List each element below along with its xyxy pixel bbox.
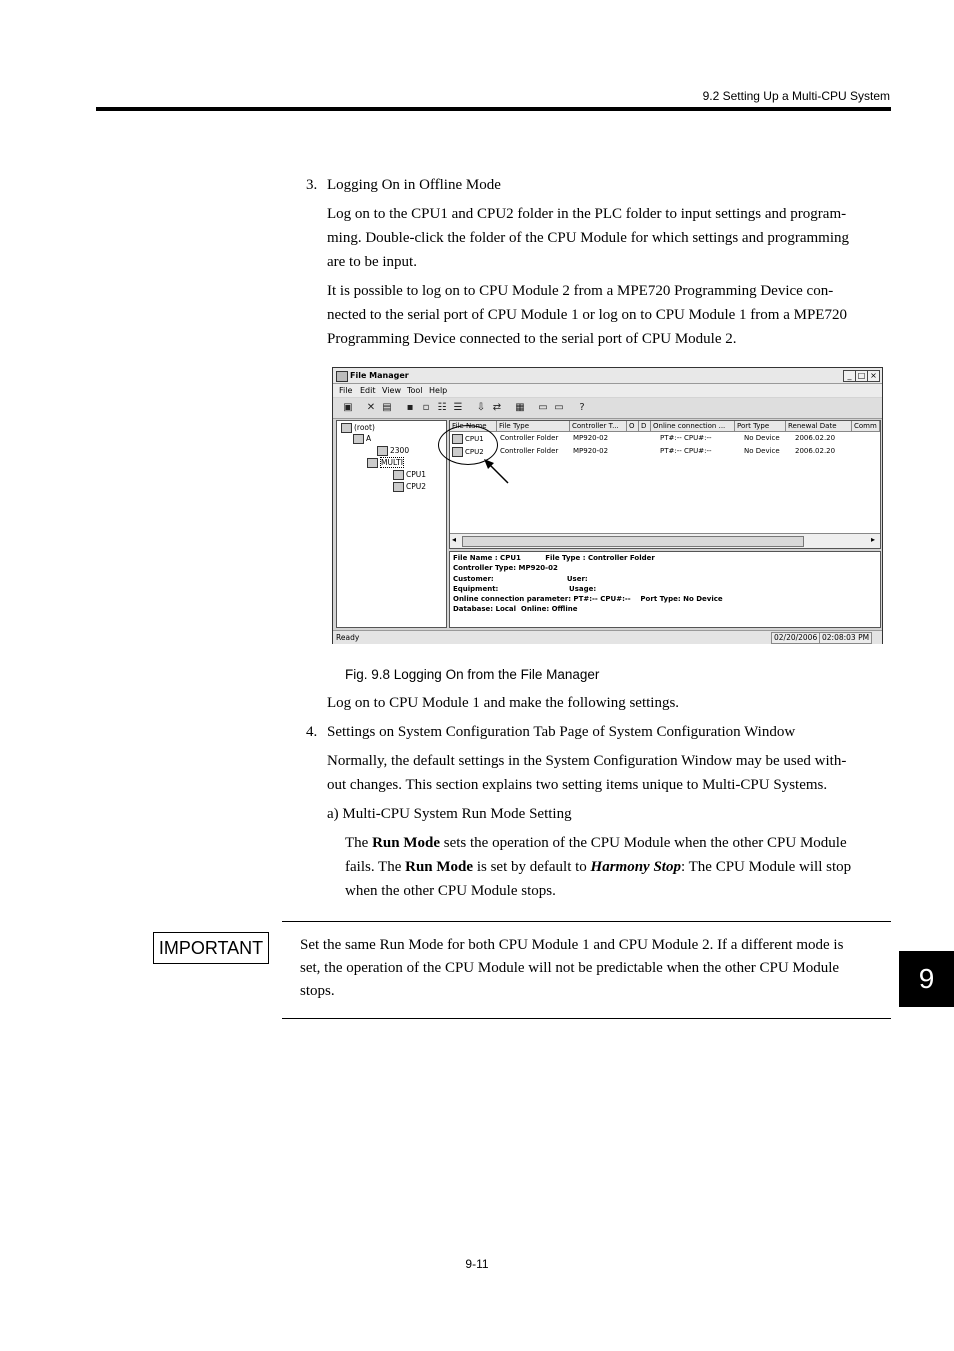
tree-item-multi[interactable]: MULTI [367, 458, 404, 468]
table-row[interactable] [450, 434, 880, 446]
important-top-rule [282, 921, 891, 922]
plc-folder-icon [377, 446, 388, 456]
menu-file[interactable]: File [339, 386, 353, 395]
new-folder-icon[interactable]: ▣ [343, 402, 353, 413]
compare-icon[interactable]: ⇄ [492, 402, 502, 413]
running-header: 9.2 Setting Up a Multi-CPU System [702, 89, 890, 103]
col-file-name[interactable]: File Name [450, 421, 497, 432]
detail-line: File Name : CPU1 File Type : Controller Folder [453, 554, 655, 562]
port-type-cell: No Device [744, 434, 780, 442]
important-text [300, 934, 886, 1003]
status-date: 02/20/2006 [771, 632, 820, 644]
step-3-para2-line3: Programming Device connected to the serial port of CPU Module 2. [327, 331, 737, 347]
save-icon[interactable]: ▦ [515, 402, 525, 413]
detail-line: Database: Local Online: Offline [453, 605, 578, 614]
details-icon[interactable]: ☰ [453, 402, 463, 413]
step-3-title: Logging On in Offline Mode [327, 177, 501, 193]
minimize-button[interactable]: _ [843, 370, 856, 382]
folder-icon [353, 434, 364, 444]
controller-icon [393, 482, 404, 492]
step-3-para1-line3: are to be input. [327, 254, 417, 270]
col-controller-type[interactable]: Controller T... [570, 421, 627, 432]
detail-line: Online connection parameter: PT#:-- CPU#:-- Port Type: No Device [453, 595, 723, 604]
tree-item-cpu1[interactable]: CPU1 [393, 470, 426, 480]
status-time: 02:08:03 PM [819, 632, 872, 644]
step-4-title: Settings on System Configuration Tab Page of System Configuration Window [327, 724, 796, 740]
status-bar [333, 630, 882, 644]
connection-cell: PT#:-- CPU#:-- [660, 434, 712, 442]
run-mode-line1: The Run Mode sets the operation of the CPU Module when the other CPU Module [345, 835, 847, 851]
detail-line: Controller Type: MP920-02 [453, 564, 558, 573]
pointer-arrow [480, 455, 515, 490]
chapter-tab: 9 [899, 951, 954, 1007]
delete-icon[interactable]: ✕ [366, 402, 376, 413]
large-icons-icon[interactable]: ▪ [406, 402, 414, 413]
controller-type-cell: MP920-02 [573, 434, 609, 442]
menu-help[interactable]: Help [429, 386, 448, 395]
help-icon[interactable]: ? [579, 402, 585, 413]
step-3-para1-line1: Log on to the CPU1 and CPU2 folder in the PLC folder to input settings and program- [327, 206, 847, 222]
folder-tree[interactable] [336, 420, 447, 628]
menu-tool[interactable]: Tool [407, 386, 423, 395]
port-type-cell: No Device [744, 447, 780, 455]
menu-bar [333, 384, 882, 397]
status-text: Ready [336, 633, 360, 642]
col-o[interactable]: O [627, 421, 639, 432]
run-mode-term: Run Mode [405, 859, 474, 875]
col-renewal-date[interactable]: Renewal Date [786, 421, 852, 432]
tree-item-a[interactable]: A [353, 434, 371, 444]
scroll-left-icon[interactable]: ◂ [452, 535, 457, 544]
toolbar [333, 398, 882, 419]
figure-caption: Fig. 9.8 Logging On from the File Manager [345, 667, 600, 682]
tree-item-2300[interactable]: 2300 [377, 446, 409, 456]
detail-line: Equipment: Usage: [453, 584, 597, 593]
important-label: IMPORTANT [153, 932, 269, 964]
col-comment[interactable]: Comm [852, 421, 880, 432]
file-type-cell: Controller Folder [500, 434, 559, 442]
step-4-para1-line1: Normally, the default settings in the System Configuration Window may be used with- [327, 753, 847, 769]
step-3-para1-line2: ming. Double-click the folder of the CPU Module for which settings and programming [327, 230, 849, 246]
connection-cell: PT#:-- CPU#:-- [660, 447, 712, 455]
list-icon[interactable]: ☷ [437, 402, 447, 413]
tree-item-cpu2[interactable]: CPU2 [393, 482, 426, 492]
online-icon[interactable]: ▭ [538, 402, 548, 413]
renewal-date-cell: 2006.02.20 [795, 447, 836, 455]
small-icons-icon[interactable]: ▫ [422, 402, 430, 413]
important-bottom-rule [282, 1018, 891, 1019]
important-line: Set the same Run Mode for both CPU Module 1 and CPU Module 2. If a different mode is [300, 937, 844, 953]
run-mode-line2: fails. The Run Mode is set by default to Harmony Stop: The CPU Module will stop [345, 859, 852, 875]
renewal-date-cell: 2006.02.20 [795, 434, 836, 442]
col-file-type[interactable]: File Type [497, 421, 570, 432]
scroll-right-icon[interactable]: ▸ [871, 535, 876, 544]
important-line: set, the operation of the CPU Module will not be predictable when the other CPU Module [300, 960, 840, 976]
file-type-cell: Controller Folder [500, 447, 559, 455]
menu-edit[interactable]: Edit [360, 386, 376, 395]
run-mode-line3: when the other CPU Module stops. [345, 883, 556, 899]
col-d[interactable]: D [639, 421, 651, 432]
step-4-para1-line2: out changes. This section explains two setting items unique to Multi-CPU Systems. [327, 777, 828, 793]
run-mode-term: Run Mode [372, 835, 441, 851]
close-button[interactable]: × [867, 370, 880, 382]
subsection-a-title: a) Multi-CPU System Run Mode Setting [327, 806, 572, 822]
after-figure-text: Log on to CPU Module 1 and make the following settings. [327, 695, 680, 711]
cpu1-name-cell: CPU1 [452, 434, 484, 444]
header-rule [96, 107, 891, 111]
properties-icon[interactable]: ▤ [382, 402, 392, 413]
tree-item-root[interactable]: (root) [341, 423, 375, 433]
app-icon [336, 371, 348, 382]
controller-type-cell: MP920-02 [573, 447, 609, 455]
offline-icon[interactable]: ▭ [554, 402, 564, 413]
step-3-para2-line2: nected to the serial port of CPU Module 1 or log on to CPU Module 1 from a MPE720 [327, 307, 847, 323]
detail-line: Customer: User: [453, 574, 588, 583]
maximize-button[interactable]: □ [855, 370, 868, 382]
col-online-connection[interactable]: Online connection ... [651, 421, 735, 432]
step-4-number: 4. [306, 724, 318, 740]
file-manager-screenshot [332, 367, 883, 644]
important-line: stops. [300, 983, 335, 999]
horizontal-scrollbar[interactable] [450, 533, 880, 548]
transfer-icon[interactable]: ⇩ [476, 402, 486, 413]
col-port-type[interactable]: Port Type [735, 421, 786, 432]
root-icon [341, 423, 352, 433]
step-3-number: 3. [306, 177, 318, 193]
menu-view[interactable]: View [382, 386, 401, 395]
cpu2-name-cell: CPU2 [452, 447, 484, 457]
step-3-para2-line1: It is possible to log on to CPU Module 2 from a MPE720 Programming Device con- [327, 283, 834, 299]
harmony-stop-term: Harmony Stop [590, 859, 681, 875]
window-title: File Manager [350, 371, 409, 380]
scroll-thumb[interactable] [462, 536, 804, 547]
page-number: 9-11 [465, 1257, 489, 1271]
detail-pane [449, 551, 881, 628]
controller-icon [393, 470, 404, 480]
window-titlebar [333, 368, 882, 384]
plc-folder-icon [367, 458, 378, 468]
